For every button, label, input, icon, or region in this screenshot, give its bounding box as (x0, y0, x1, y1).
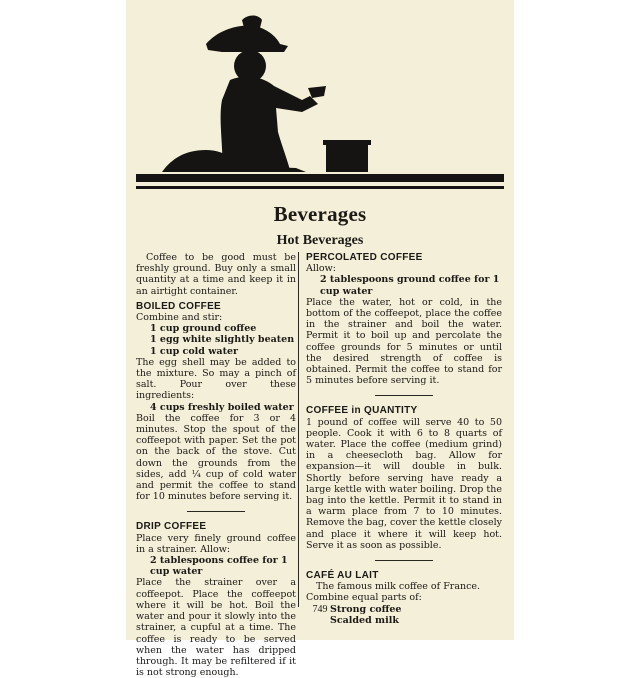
ingredient-line: Scalded milk (330, 614, 399, 626)
column-divider (298, 252, 299, 607)
ingredient-line: Strong coffee (330, 603, 402, 615)
section-divider (375, 560, 433, 561)
intro-paragraph: Coffee to be good must be freshly ground. Buy only a small quantity at a time and keep it in an airtight container. (136, 252, 296, 297)
cafe-au-lait-heading: CAFÉ AU LAIT (306, 570, 379, 582)
ingredient-line: 2 tablespoons coffee for 1 cup water (150, 555, 288, 578)
percolated-text: Place the water, hot or cold, in the bottom of the coffeepot, place the coffee in the strainer and boil the water. Permit it to boil up and percolate the coffee grounds for 5 minutes or until the desired strength of coffee is obtained. Permit the coffee to stand for 5 minutes before serving it. (306, 296, 502, 387)
boiled-text-2: Boil the coffee for 3 or 4 minutes. Stop the spout of the coffeepot with paper. Set the pot on the back of the stove. Cut down the grounds from the sides, add ¼ cup of cold water and permit the coffee to stand for 10 minutes before serving it. (136, 412, 296, 503)
page-number: 749 (312, 604, 328, 615)
boiled-combine-text: Combine and stir: (136, 312, 223, 324)
book-page (126, 0, 514, 678)
quantity-text: 1 pound of coffee will serve 40 to 50 people. Cook it with 6 to 8 quarts of water. Place the coffee (medium grind) in a cheesecloth bag. Allow for expansion—it will double in bulk. Shortly before serving have ready a large kettle with water boiling. Drop the bag into the kettle. Permit it to stand in a warm place from 7 to 10 minutes. Remove the bag, cover the kettle closely and place it where it will keep hot. Serve it as soon as possible. (306, 416, 502, 551)
ingredient-line: 4 cups freshly boiled water (150, 401, 294, 413)
drip-coffee-heading: DRIP COFFEE (136, 521, 207, 533)
drip-text-1: Place very finely ground coffee in a strainer. Allow: (136, 532, 296, 555)
boiled-coffee-heading: BOILED COFFEE (136, 300, 222, 312)
aulait-text-1: The famous milk coffee of France. (316, 581, 481, 593)
right-column (306, 252, 502, 626)
silhouette-illustration (126, 0, 514, 200)
boiled-text-1: The egg shell may be added to the mixture. So may a pinch of salt. Pour over these ingredients: (136, 356, 296, 402)
ingredient-line: 1 cup ground coffee (150, 323, 257, 335)
section-divider (187, 511, 245, 512)
ingredient-line: 1 cup cold water (150, 345, 239, 357)
ingredient-line: 2 tablespoons ground coffee for 1 cup water (320, 274, 500, 297)
aulait-text-2: Combine equal parts of: (306, 592, 422, 604)
page-title: Beverages (273, 202, 367, 226)
section-subtitle: Hot Beverages (276, 233, 364, 248)
percolated-allow-text: Allow: (306, 263, 336, 275)
drip-text-2: Place the strainer over a coffeepot. Place the coffeepot where it will be hot. Boil the water and pour it slowly into the strainer, a cupful at a time. The coffee is ready to be served when the water has dripped through. It may be refiltered if it is not strong enough. (136, 577, 296, 678)
section-divider (375, 395, 433, 396)
percolated-coffee-heading: PERCOLATED COFFEE (306, 252, 423, 263)
coffee-quantity-heading: COFFEE in QUANTITY (306, 405, 418, 417)
ingredient-line: 1 egg white slightly beaten (150, 334, 295, 346)
